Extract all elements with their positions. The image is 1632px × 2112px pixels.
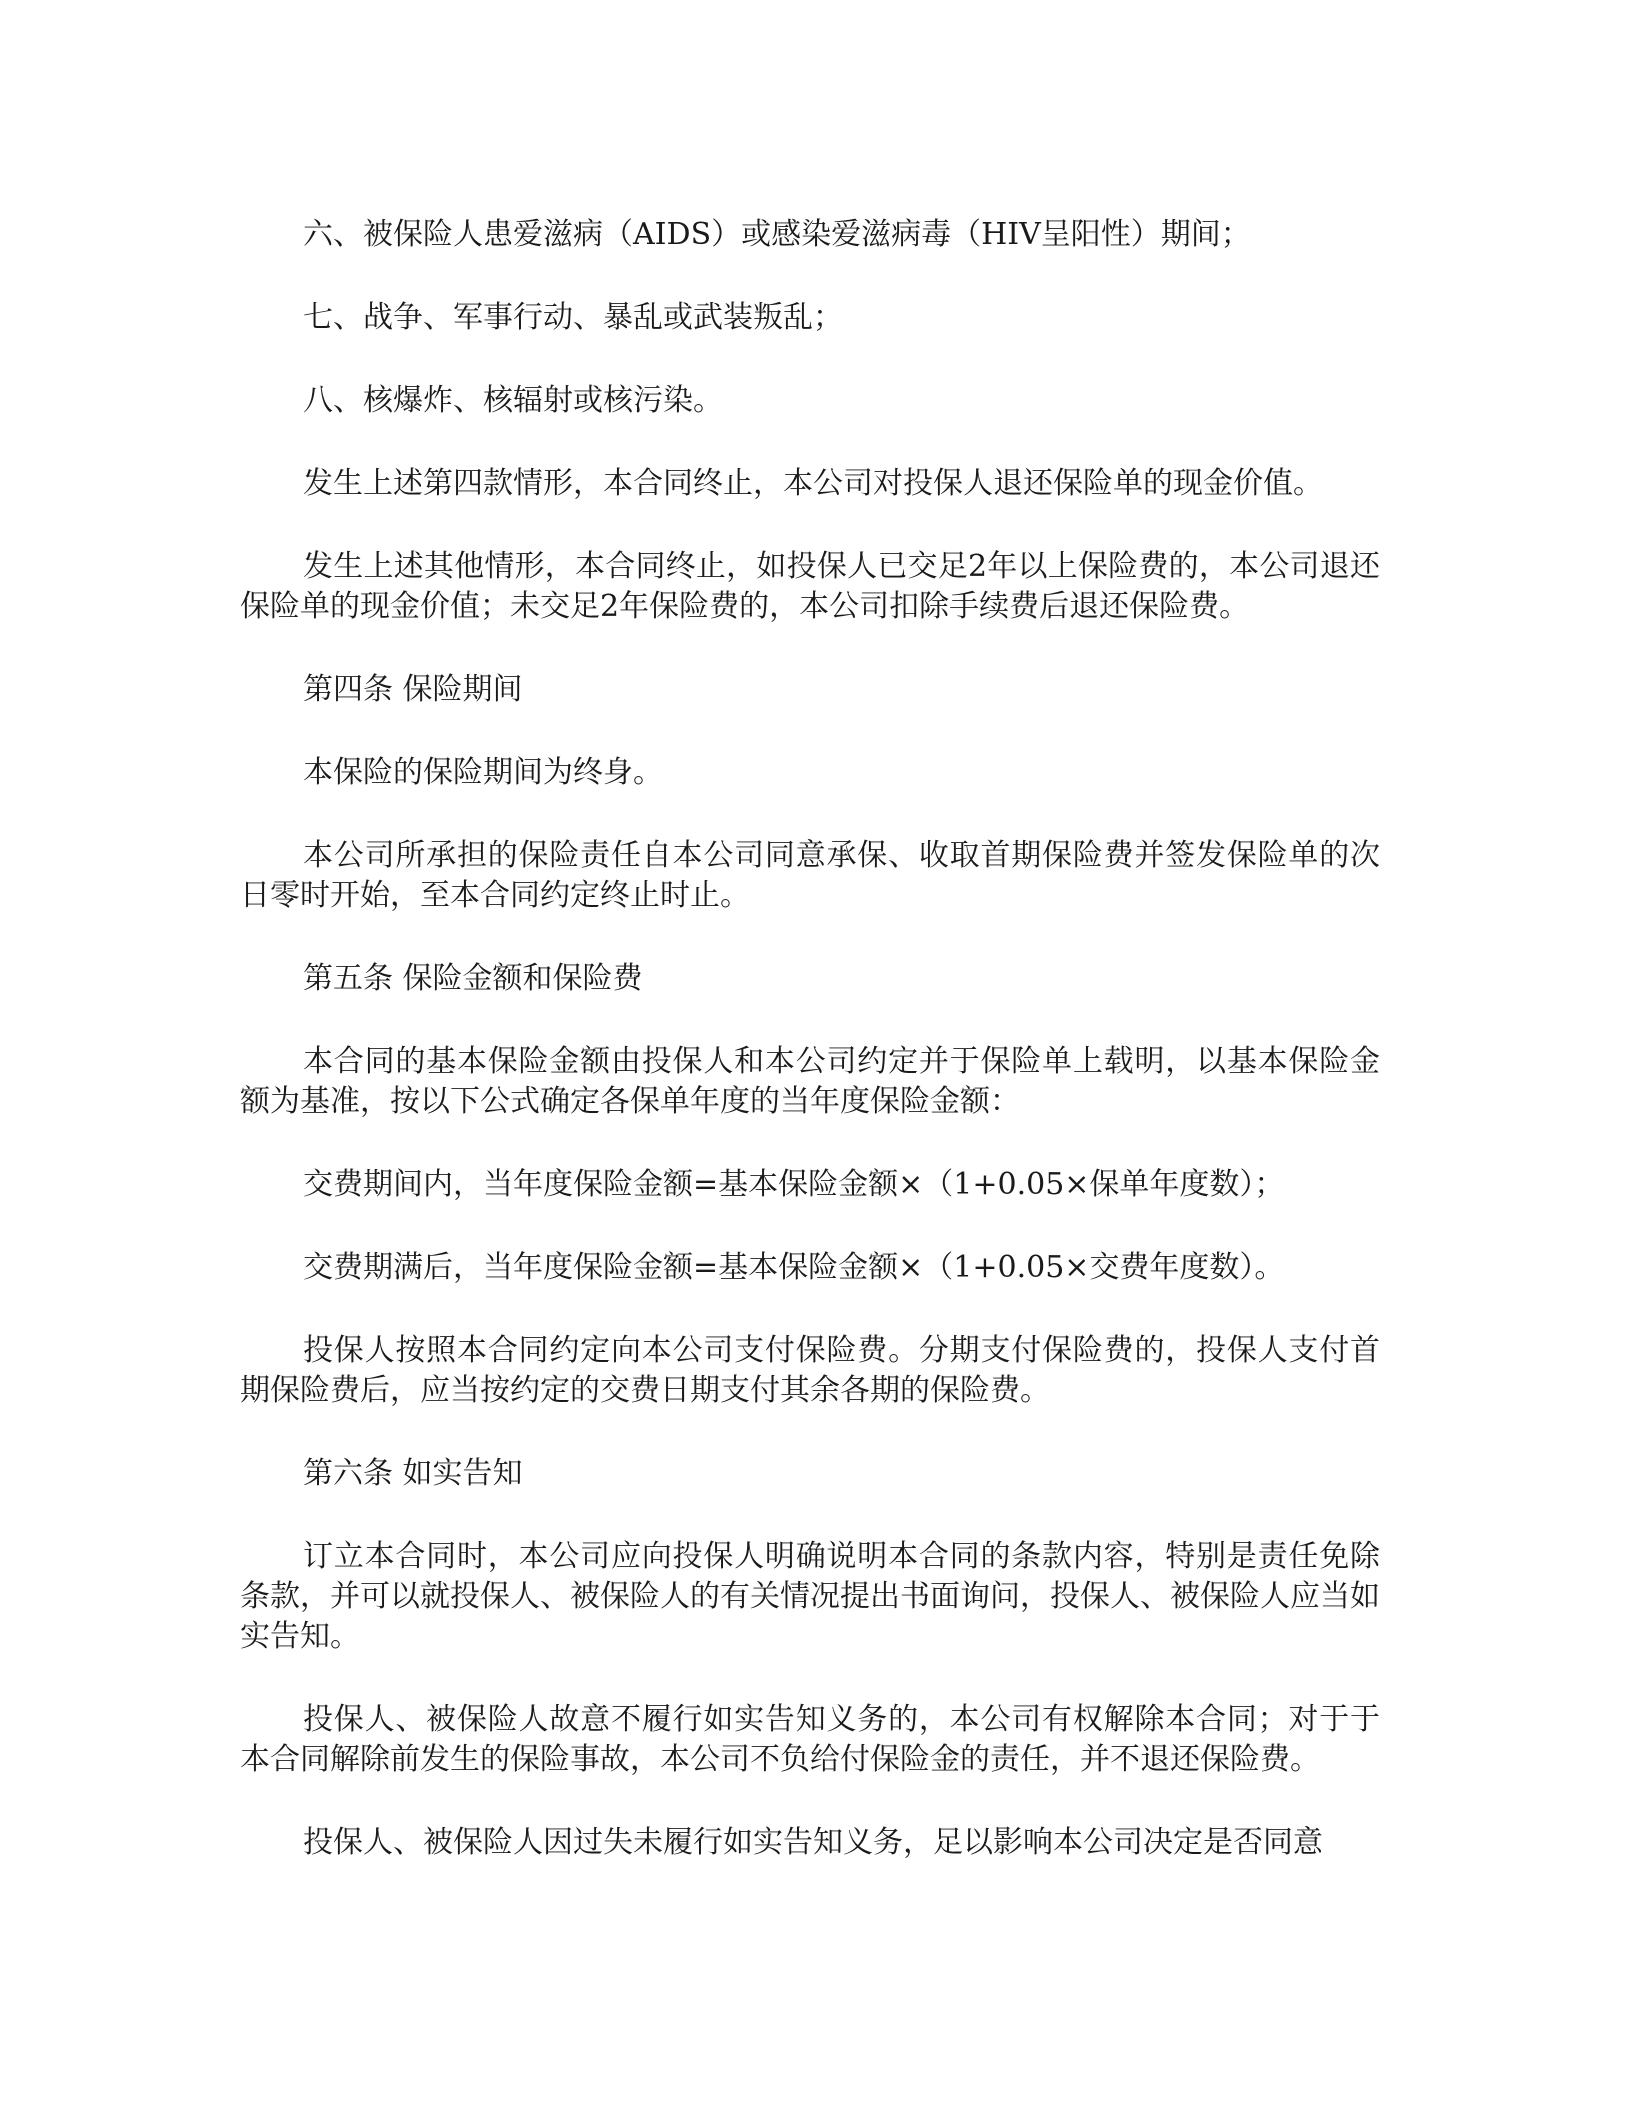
paragraph-basic-sum-insured: 本合同的基本保险金额由投保人和本公司约定并于保险单上载明，以基本保险金额为基准，按以下公式确定各保单年度的当年度保险金额： <box>240 1044 1380 1119</box>
paragraph-exclusion-8: 八、核爆炸、核辐射或核污染。 <box>303 383 723 418</box>
paragraph-formula-after-payment: 交费期满后，当年度保险金额=基本保险金额×（1+0.05×交费年度数）。 <box>303 1250 1285 1285</box>
paragraph-termination-other: 发生上述其他情形，本合同终止，如投保人已交足2年以上保险费的，本公司退还保险单的现金价值；未交足2年保险费的，本公司扣除手续费后退还保险费。 <box>240 549 1380 624</box>
heading-article-4: 第四条 保险期间 <box>303 672 523 707</box>
document-page <box>240 215 1380 1906</box>
heading-article-5: 第五条 保险金额和保险费 <box>303 961 643 996</box>
paragraph-formula-during-payment: 交费期间内，当年度保险金额=基本保险金额×（1+0.05×保单年度数）； <box>303 1167 1285 1202</box>
paragraph-exclusion-7: 七、战争、军事行动、暴乱或武装叛乱； <box>303 300 843 335</box>
paragraph-termination-case-4: 发生上述第四款情形，本合同终止，本公司对投保人退还保险单的现金价值。 <box>303 466 1323 501</box>
paragraph-premium-payment: 投保人按照本合同约定向本公司支付保险费。分期支付保险费的，投保人支付首期保险费后，应当按约定的交费日期支付其余各期的保险费。 <box>240 1333 1380 1408</box>
paragraph-disclosure-duty: 订立本合同时，本公司应向投保人明确说明本合同的条款内容，特别是责任免除条款，并可以就投保人、被保险人的有关情况提出书面询问，投保人、被保险人应当如实告知。 <box>240 1539 1380 1654</box>
paragraph-insurance-period: 本保险的保险期间为终身。 <box>303 755 663 790</box>
paragraph-exclusion-6: 六、被保险人患爱滋病（AIDS）或感染爱滋病毒（HIV呈阳性）期间； <box>303 217 1251 252</box>
paragraph-intentional-nondisclosure: 投保人、被保险人故意不履行如实告知义务的，本公司有权解除本合同；对于于本合同解除前发生的保险事故，本公司不负给付保险金的责任，并不退还保险费。 <box>240 1702 1380 1777</box>
heading-article-6: 第六条 如实告知 <box>303 1456 523 1491</box>
paragraph-negligent-nondisclosure: 投保人、被保险人因过失未履行如实告知义务，足以影响本公司决定是否同意 <box>303 1825 1323 1860</box>
paragraph-liability-start: 本公司所承担的保险责任自本公司同意承保、收取首期保险费并签发保险单的次日零时开始，至本合同约定终止时止。 <box>240 838 1380 913</box>
